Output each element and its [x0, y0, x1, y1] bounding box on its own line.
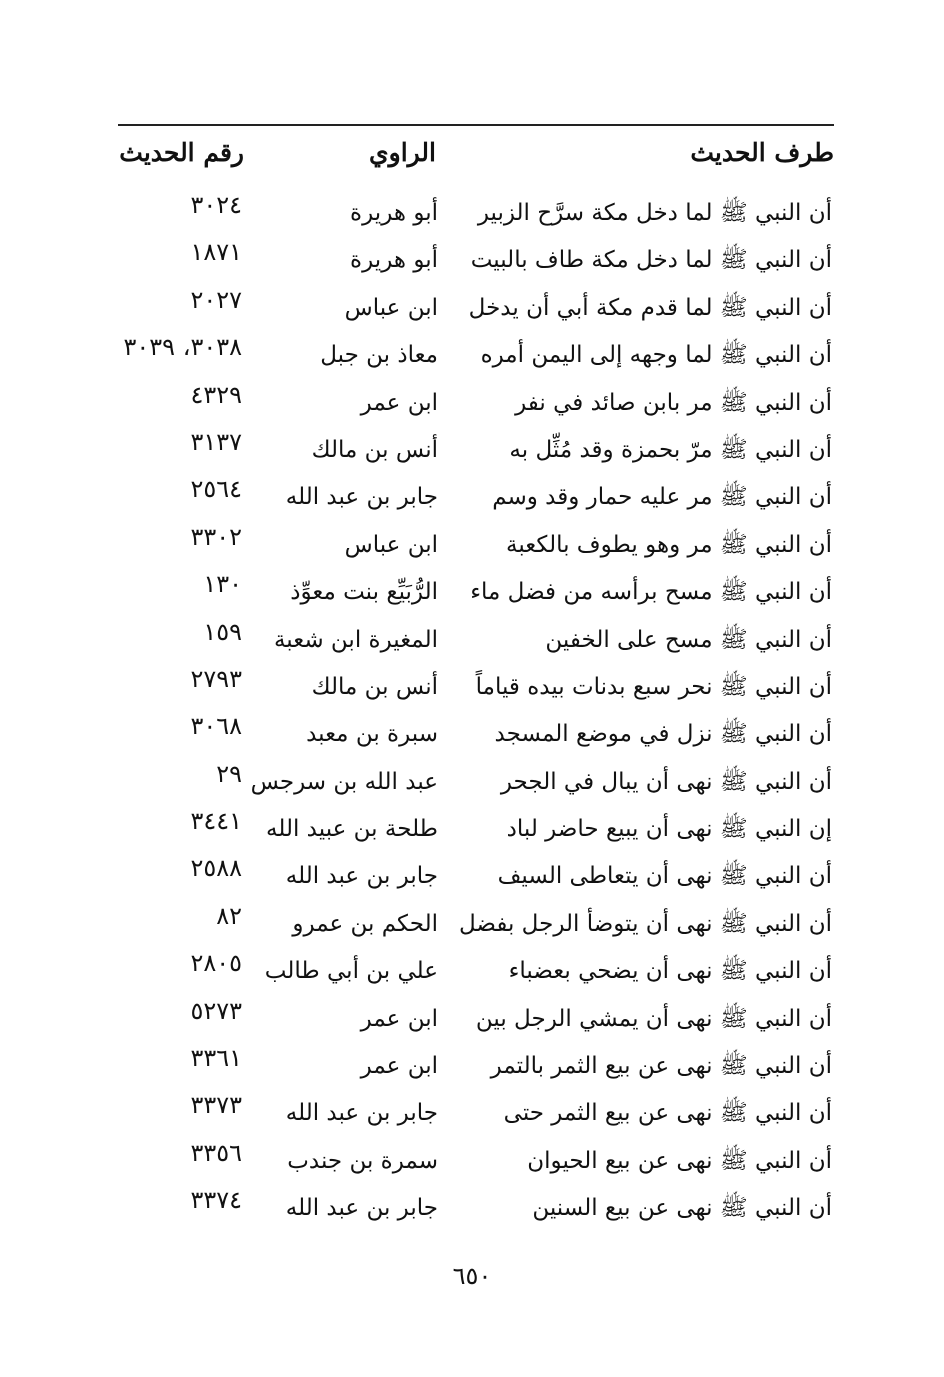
hadith-number: ٣١٣٧ — [190, 427, 242, 456]
hadith-number: ٢٥٨٨ — [190, 854, 242, 883]
hadith-text: أن النبي ﷺ مسح برأسه من فضل ماء — [470, 579, 832, 606]
hadith-number: ٢٧٩٣ — [190, 664, 242, 693]
hadith-text: أن النبي ﷺ مسح على الخفين — [545, 626, 832, 653]
narrator: معاذ بن جبل — [320, 342, 438, 369]
table-row — [0, 190, 944, 237]
table-row — [0, 664, 944, 711]
hadith-number: ٢٨٠٥ — [190, 949, 242, 978]
table-row — [0, 1185, 944, 1232]
narrator: الحكم بن عمرو — [292, 910, 438, 937]
hadith-number: ٢٠٢٧ — [190, 285, 242, 314]
hadith-number: ٢٩ — [216, 759, 242, 788]
hadith-number: ٣٣٥٦ — [190, 1138, 242, 1167]
hadith-number: ٣٣٦١ — [190, 1044, 242, 1073]
header-narrator: الراوي — [369, 138, 436, 167]
hadith-number: ٣٣٧٤ — [190, 1186, 242, 1215]
hadith-text: أن النبي ﷺ نهى عن بيع الحيوان — [527, 1147, 832, 1174]
table-row — [0, 948, 944, 995]
hadith-text: أن النبي ﷺ نهى أن يتعاطى السيف — [497, 863, 832, 890]
narrator: أنس بن مالك — [311, 436, 438, 463]
narrator: جابر بن عبد الله — [285, 1195, 438, 1222]
hadith-text: أن النبي ﷺ نحر سبع بدنات بيده قياماً — [475, 673, 832, 700]
hadith-text: أن النبي ﷺ نهى أن يتوضأ الرجل بفضل — [458, 910, 832, 937]
table-row — [0, 427, 944, 474]
hadith-text: أن النبي ﷺ نهى عن بيع الثمر حتى — [503, 1100, 832, 1127]
hadith-number: ٤٣٢٩ — [190, 380, 242, 409]
narrator: أنس بن مالك — [311, 673, 438, 700]
table-row — [0, 332, 944, 379]
narrator: جابر بن عبد الله — [285, 484, 438, 511]
table-row — [0, 569, 944, 616]
table-row — [0, 996, 944, 1043]
page-number: ٦٥٠ — [452, 1262, 492, 1290]
narrator: سبرة بن معبد — [306, 721, 438, 748]
table-row — [0, 711, 944, 758]
hadith-text: أن النبي ﷺ لما دخل مكة سرَّح الزبير — [477, 200, 832, 226]
narrator: الرُّبَيِّع بنت معوِّذ — [290, 579, 438, 606]
hadith-number: ٣٠٢٤ — [190, 191, 242, 219]
table-header — [0, 138, 944, 178]
header-hadith-number: رقم الحديث — [119, 138, 244, 167]
narrator: جابر بن عبد الله — [285, 1100, 438, 1127]
narrator: ابن عمر — [360, 1053, 438, 1080]
hadith-number: ٣٠٦٨ — [190, 712, 242, 741]
hadith-number: ١٣٠ — [203, 570, 242, 599]
table-row — [0, 1138, 944, 1185]
hadith-text: أن النبي ﷺ لما دخل مكة طاف بالبيت — [470, 247, 832, 274]
table-row — [0, 806, 944, 853]
hadith-text: أن النبي ﷺ مرّ بحمزة وقد مُثِّل به — [509, 436, 832, 463]
hadith-text: أن النبي ﷺ نهى أن يضحي بعضباء — [508, 958, 832, 985]
table-row — [0, 474, 944, 521]
table-row — [0, 380, 944, 427]
hadith-index-table — [0, 190, 944, 1233]
narrator: أبو هريرة — [350, 200, 438, 226]
narrator: أبو هريرة — [350, 247, 438, 274]
table-row — [0, 853, 944, 900]
narrator: ابن عباس — [344, 531, 438, 558]
hadith-text: أن النبي ﷺ لما قدم مكة أبي أن يدخل — [468, 294, 832, 321]
narrator: علي بن أبي طالب — [264, 958, 438, 985]
hadith-number: ٣٣٧٣ — [190, 1091, 242, 1120]
table-row — [0, 759, 944, 806]
hadith-number: ٨٢ — [216, 901, 242, 930]
header-rule — [118, 124, 834, 126]
narrator: عبد الله بن سرجس — [250, 768, 438, 795]
hadith-number: ١٥٩ — [203, 617, 242, 646]
narrator: سمرة بن جندب — [287, 1147, 438, 1174]
narrator: طلحة بن عبيد الله — [266, 816, 438, 843]
table-row — [0, 522, 944, 569]
narrator: المغيرة ابن شعبة — [273, 626, 438, 653]
hadith-text: أن النبي ﷺ نهى أن يمشي الرجل بين — [475, 1005, 832, 1032]
narrator: جابر بن عبد الله — [285, 863, 438, 890]
hadith-number: ٥٢٧٣ — [190, 996, 242, 1025]
hadith-number: ٢٥٦٤ — [190, 475, 242, 504]
hadith-text: أن النبي ﷺ نزل في موضع المسجد — [494, 721, 832, 748]
hadith-text: أن النبي ﷺ نهى عن بيع الثمر بالتمر — [490, 1053, 832, 1080]
hadith-text: أن النبي ﷺ لما وجهه إلى اليمن أمره — [480, 342, 832, 369]
hadith-text: أن النبي ﷺ مر وهو يطوف بالكعبة — [506, 531, 832, 558]
hadith-text: أن النبي ﷺ نهى أن يبال في الجحر — [500, 768, 832, 795]
narrator: ابن عمر — [360, 1005, 438, 1032]
hadith-number: ٣٣٠٢ — [190, 522, 242, 551]
hadith-text: أن النبي ﷺ مر عليه حمار وقد وسم — [492, 484, 832, 511]
hadith-number: ٣٤٤١ — [190, 807, 242, 836]
hadith-number: ١٨٧١ — [190, 238, 242, 267]
table-row — [0, 237, 944, 284]
hadith-text: أن النبي ﷺ نهى عن بيع السنين — [532, 1195, 832, 1222]
table-row — [0, 901, 944, 948]
hadith-number: ٣٠٣٨، ٣٠٣٩ — [123, 333, 242, 362]
narrator: ابن عباس — [344, 294, 438, 321]
table-row — [0, 1043, 944, 1090]
table-row — [0, 1090, 944, 1137]
hadith-text: أن النبي ﷺ مر بابن صائد في نفر — [515, 389, 832, 416]
hadith-text: إن النبي ﷺ نهى أن يبيع حاضر لباد — [506, 816, 832, 843]
narrator: ابن عمر — [360, 389, 438, 416]
table-row — [0, 617, 944, 664]
header-hadith-text: طرف الحديث — [690, 138, 834, 167]
